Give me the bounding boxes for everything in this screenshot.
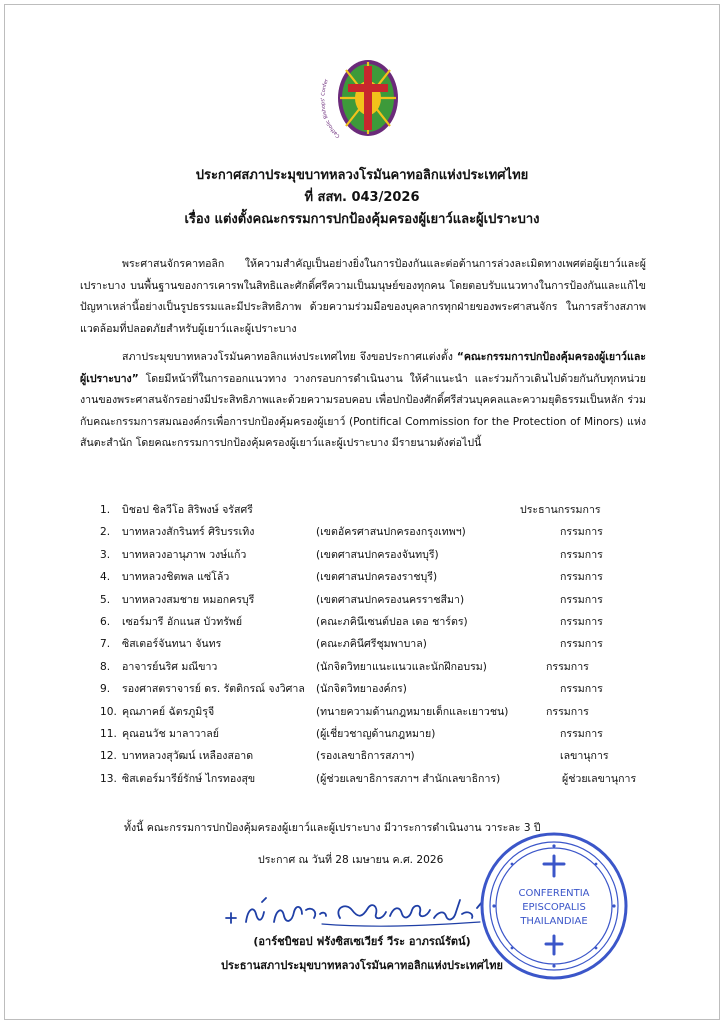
member-number: 6. [100,615,111,628]
signer-title: ประธานสภาประมุขบาทหลวงโรมันคาทอลิกแห่งประเทศไทย [221,959,503,972]
document-number: ที่ สสท. 043/2026 [304,190,420,205]
signer-name: (อาร์ชบิชอป ฟรังซิสเซเวียร์ วีระ อาภรณ์รัตน์) [253,935,471,948]
document-title: ประกาศสภาประมุขบาทหลวงโรมันคาทอลิกแห่งประเทศไทย [195,168,529,183]
member-row [100,499,660,521]
member-name: คุณภาคย์ ฉัตรภูมิรุจี [122,705,215,718]
member-organization: (นักจิตวิทยาแนะแนวและนักฝึกอบรม) [316,660,487,673]
member-organization: (เขตอัครศาสนปกครองกรุงเทพฯ) [316,526,466,539]
member-role: กรรมการ [560,526,603,539]
paragraph-2-rest: โดยมีหน้าที่ในการออกแนวทาง วางกรอบการดำเนินงาน ให้คำแนะนำ และร่วมก้าวเดินไปด้วยกันกับทุกหน่วยงานของพระศาสนจักรอย่างมีประสิทธิภาพและด้วยความรอบคอบ เพื่อปกป้องศักดิ์ศรีส่วนบุคคลและความยุติธรรมเป็นหลัก ร่วมกับคณะกรรมการสมณองค์กรเพื่อการปกป้องคุ้มครองผู้เยาว์ (Pontifical Commission for the Protection of Minors) แห่งสันตะสำนัก โดยคณะกรรมการปกป้องคุ้มครองผู้เยาว์และผู้เปราะบาง มีรายนามดังต่อไปนี้ [80,372,646,450]
member-number: 1. [100,504,111,516]
member-role: ผู้ช่วยเลขานุการ [562,772,637,785]
member-role: กรรมการ [560,727,603,740]
member-row [100,656,660,678]
member-name: บาทหลวงชิตพล แซ่โล้ว [122,571,230,584]
member-name: บาทหลวงอานุภาพ วงษ์แก้ว [122,548,247,561]
seal-line-1: CONFERENTIA [518,888,590,899]
member-number: 10. [100,705,117,718]
member-row [100,566,660,588]
announcement-date: ประกาศ ณ วันที่ 28 เมษายน ค.ศ. 2026 [258,854,444,866]
member-number: 9. [100,683,111,696]
member-name: อาจารย์นริศ มณีขาว [122,660,218,673]
member-organization: (คณะภคินีศรีชุมพาบาล) [316,638,427,651]
member-name: บิชอป ชิลวีโอ สิริพงษ์ จรัสศรี [122,504,253,516]
member-role: กรรมการ [560,615,603,628]
member-role: กรรมการ [560,548,603,561]
member-role: กรรมการ [546,660,589,673]
member-row [100,723,660,745]
member-role: กรรมการ [560,638,603,651]
member-name: รองศาสตราจารย์ ดร. รัตติกรณ์ จงวิศาล [122,683,305,696]
member-number: 5. [100,593,111,606]
member-number: 2. [100,526,111,539]
document-subject: เรื่อง แต่งตั้งคณะกรรมการปกป้องคุ้มครองผู้เยาว์และผู้เปราะบาง [184,212,540,227]
member-row [100,678,660,700]
member-organization: (เขตศาสนปกครองนครราชสีมา) [316,593,465,606]
member-name: ซิสเตอร์จันทนา จันทร [122,638,222,651]
member-role: ประธานกรรมการ [520,504,601,516]
seal-line-2: EPISCOPALIS [522,902,586,913]
commission-name: “คณะกรรมการปกป้องคุ้มครองผู้เยาว์และผู้เปราะบาง” [80,351,646,385]
member-name: เซอร์มารี อักแนส บัวทรัพย์ [122,615,243,628]
member-name: บาทหลวงสมชาย หมอกครบุรี [122,593,255,606]
member-row [100,768,660,790]
member-row [100,589,660,611]
member-name: บาทหลวงสักรินทร์ ศิริบรรเทิง [122,526,255,539]
member-role: กรรมการ [560,593,603,606]
member-organization: (ทนายความด้านกฎหมายเด็กและเยาวชน) [316,705,509,718]
member-organization: (เขตศาสนปกครองราชบุรี) [316,571,438,584]
member-row [100,611,660,633]
member-organization: (ผู้เชี่ยวชาญด้านกฎหมาย) [316,727,436,740]
member-organization: (เขตศาสนปกครองจันทบุรี) [316,548,439,561]
handwritten-signature [222,888,490,930]
member-number: 13. [100,772,117,785]
member-role: กรรมการ [560,571,603,584]
member-row [100,701,660,723]
member-number: 12. [100,750,117,763]
member-number: 4. [100,571,111,584]
paragraph-2 [80,347,646,455]
member-row [100,521,660,543]
member-name: คุณอนวัช มาลาวาลย์ [122,727,219,740]
member-list [100,499,660,790]
conference-seal-stamp [478,830,630,982]
seal-line-3: THAILANDIAE [520,916,588,927]
member-number: 3. [100,548,111,561]
member-name: บาทหลวงสุวัฒน์ เหลืองสอาด [122,750,254,763]
catholic-cross-emblem-icon [318,40,418,150]
member-row [100,745,660,767]
member-role: กรรมการ [546,705,589,718]
member-role: กรรมการ [560,683,603,696]
member-organization: (รองเลขาธิการสภาฯ) [316,750,415,763]
closing-statement: ทั้งนี้ คณะกรรมการปกป้องคุ้มครองผู้เยาว์และผู้เปราะบาง มีวาระการดำเนินงาน วาระละ 3 ปี [124,822,541,834]
member-organization: (ผู้ช่วยเลขาธิการสภาฯ สำนักเลขาธิการ) [316,772,501,785]
paragraph-1: พระศาสนจักรคาทอลิก ให้ความสำคัญเป็นอย่างยิ่งในการป้องกันและต่อต้านการล่วงละเมิดทางเพศต่อผู้เยาว์และผู้เปราะบาง บนพื้นฐานของการเคารพในสิทธิและศักดิ์ศรีความเป็นมนุษย์ของทุกคน โดยตอบรับแนวทางในการป้องกันและแก้ไขปัญหาเหล่านี้อย่างเป็นรูปธรรมและมีประสิทธิภาพ ด้วยความร่วมมือของบุคลากรทุกฝ่ายของพระศาสนจักร ในการสร้างสภาพแวดล้อมที่ปลอดภัยสำหรับผู้เยาว์และผู้เปราะบาง [80,258,646,335]
member-role: เลขานุการ [560,750,609,763]
member-organization: (นักจิตวิทยาองค์กร) [316,683,407,696]
member-row [100,544,660,566]
member-organization: (คณะภคินีเซนต์ปอล เดอ ชาร์ตร) [316,615,468,628]
member-number: 8. [100,660,111,673]
logo-text-left: Catholic Bishops' Confer [320,78,342,139]
member-row [100,633,660,655]
member-number: 11. [100,727,117,740]
member-name: ซิสเตอร์มารีย์รักษ์ ไกรทองสุข [122,772,256,785]
member-number: 7. [100,638,111,651]
paragraph-2-intro: สภาประมุขบาทหลวงโรมันคาทอลิกแห่งประเทศไทย จึงขอประกาศแต่งตั้ง [122,351,457,363]
